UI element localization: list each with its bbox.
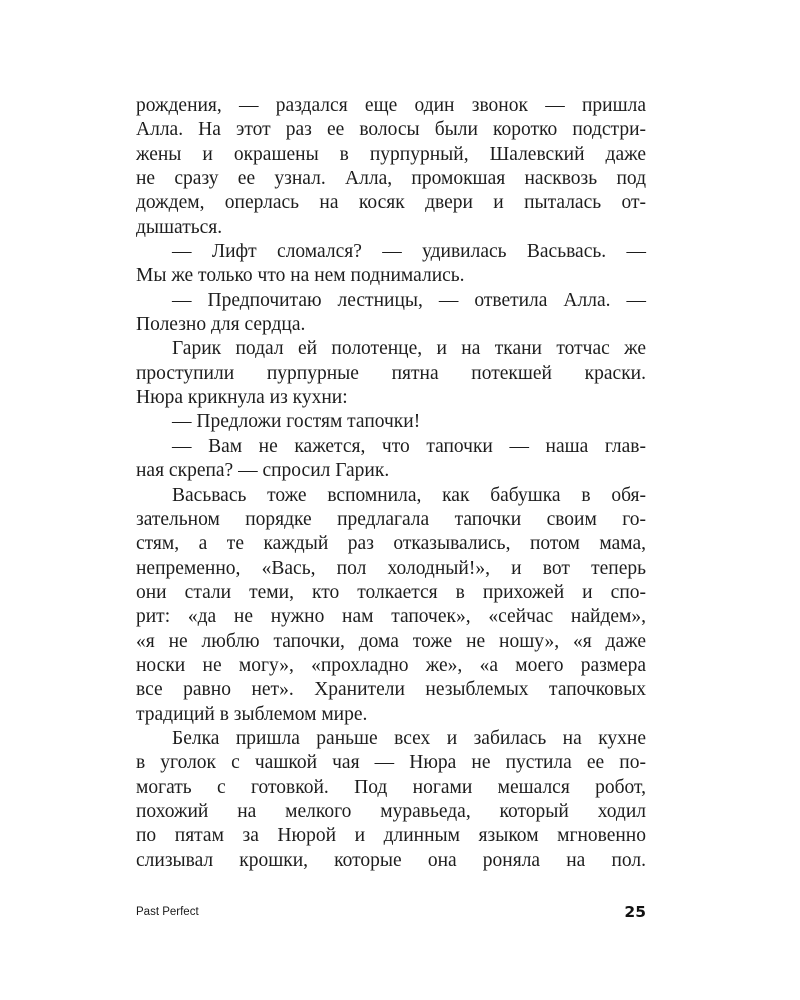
text-line: они стали теми, кто толкается в прихожей и спо- xyxy=(136,581,646,603)
text-line: носки не могу», «прохладно же», «а моего размера xyxy=(136,654,646,676)
text-line: рит: «да не нужно нам тапочек», «сейчас найдем», xyxy=(136,606,646,628)
text-line: зательном порядке предлагала тапочки своим го- xyxy=(136,508,646,530)
text-line: традиций в зыблемом мире. xyxy=(136,703,368,725)
text-line: Васьвась тоже вспомнила, как бабушка в обя- xyxy=(172,484,646,506)
text-line: в уголок с чашкой чая — Нюра не пустила ее по- xyxy=(136,752,646,774)
text-line: стям, а те каждый раз отказывались, потом мама, xyxy=(136,533,646,555)
text-line: — Вам не кажется, что тапочки — наша глав- xyxy=(172,435,646,457)
text-line: похожий на мелкого муравьеда, который ходил xyxy=(136,800,646,822)
text-line: Полезно для сердца. xyxy=(136,314,306,336)
text-line: непременно, «Вась, пол холодный!», и вот теперь xyxy=(136,557,646,579)
text-line: дышаться. xyxy=(136,216,223,238)
running-title: Past Perfect xyxy=(136,906,199,918)
text-line: — Предложи гостям тапочки! xyxy=(172,411,421,433)
text-line: не сразу ее узнал. Алла, промокшая насквозь под xyxy=(136,168,646,190)
page-footer xyxy=(136,903,646,925)
text-line: дождем, оперлась на косяк двери и пыталась от- xyxy=(136,192,646,214)
text-line: жены и окрашены в пурпурный, Шалевский даже xyxy=(136,143,646,165)
text-line: Белка пришла раньше всех и забилась на кухне xyxy=(172,727,646,749)
text-line: — Предпочитаю лестницы, — ответила Алла. — xyxy=(172,289,646,311)
page-number: 25 xyxy=(624,903,646,921)
text-line: Нюра крикнула из кухни: xyxy=(136,387,348,409)
text-line: Гарик подал ей полотенце, и на ткани тотчас же xyxy=(172,338,646,360)
text-line: — Лифт сломался? — удивилась Васьвась. — xyxy=(172,241,646,263)
text-line: все равно нет». Хранители незыблемых тапочковых xyxy=(136,679,646,701)
text-line: ная скрепа? — спросил Гарик. xyxy=(136,460,390,482)
text-line: могать с готовкой. Под ногами мешался робот, xyxy=(136,776,646,798)
text-line: Мы же только что на нем поднимались. xyxy=(136,265,465,287)
text-line: слизывал крошки, которые она роняла на пол. xyxy=(136,849,646,871)
body-text xyxy=(136,94,646,873)
text-line: «я не люблю тапочки, дома тоже не ношу», «я даже xyxy=(136,630,646,652)
text-line: рождения, — раздался еще один звонок — пришла xyxy=(136,95,646,116)
text-line: проступили пурпурные пятна потекшей краски. xyxy=(136,362,646,384)
text-line: по пятам за Нюрой и длинным языком мгновенно xyxy=(136,825,646,847)
text-line: Алла. На этот раз ее волосы были коротко подстри- xyxy=(136,119,646,141)
